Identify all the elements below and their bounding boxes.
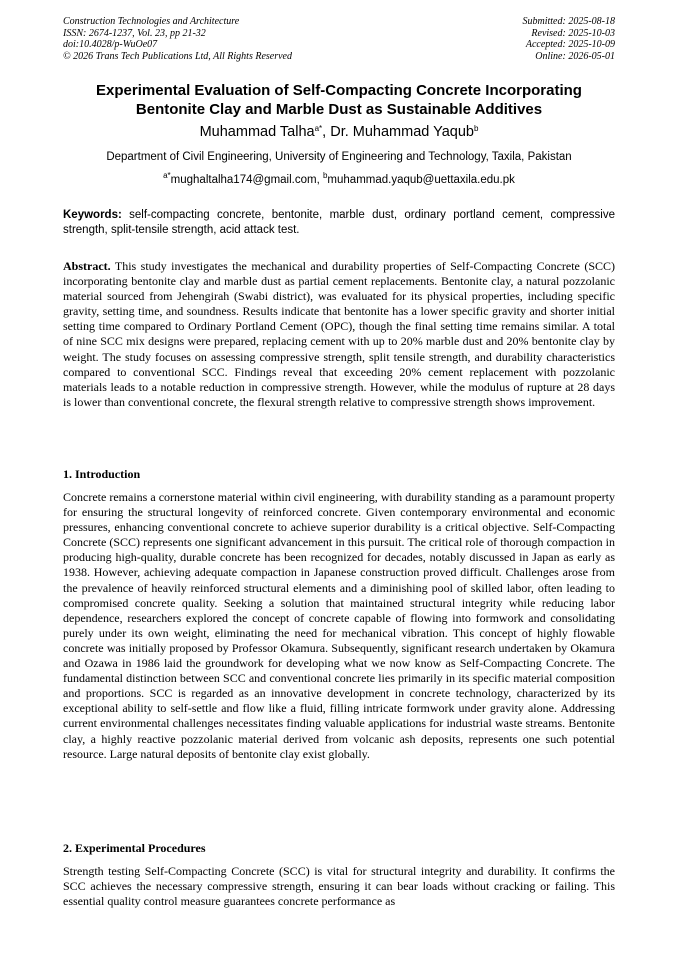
author-name: Muhammad Talha <box>199 124 315 140</box>
procedures-paragraph: Strength testing Self-Compacting Concrete (SCC) is vital for structural integrity and durability. It confirms the SCC achieves the necessary compressive strength, ensuring it can bear loads without cracking or failing. This essential quality control measure guarantees concrete performance as <box>63 864 615 909</box>
submission-dates <box>523 16 616 62</box>
revised-date: Revised: 2025-10-03 <box>531 27 615 39</box>
author-emails <box>63 173 615 187</box>
author-list <box>63 123 615 141</box>
abstract-label: Abstract. <box>63 259 111 273</box>
keywords-paragraph <box>63 208 615 237</box>
author-name: Dr. Muhammad Yaqub <box>330 124 474 140</box>
email-link[interactable]: mughaltalha174@gmail.com <box>170 174 317 186</box>
journal-info <box>63 16 292 62</box>
paper-title: Experimental Evaluation of Self-Compacting Concrete Incorporating Bentonite Clay and Marble Dust as Sustainable Additives <box>96 82 582 118</box>
email-marker: a* <box>163 171 171 180</box>
accepted-date: Accepted: 2025-10-09 <box>525 39 615 51</box>
author-affiliation: Department of Civil Engineering, University of Engineering and Technology, Taxila, Pakistan <box>106 151 572 163</box>
author-affiliation-marker: a* <box>314 124 323 133</box>
submitted-date: Submitted: 2025-08-18 <box>522 16 615 27</box>
copyright-notice: © 2026 Trans Tech Publications Ltd, All Rights Reserved <box>63 50 292 62</box>
section-heading: 1. Introduction <box>63 467 141 481</box>
introduction-paragraph: Concrete remains a cornerstone material within civil engineering, with durability standing as a paramount property for ensuring the structural longevity of reinforced concrete. Given contemporary environmental and economic pressures, enhancing conventional concrete to achieve superior durability is a critical objective. Self-Compacting Concrete (SCC) represents one significant advancement in this pursuit. The critical role of thorough compaction in producing high-quality, durable concrete has been recognized for decades, notably discussed in Japan as early as 1938. However, achieving adequate compaction in Japanese construction proved difficult. Challenges arose from the prevalence of heavily reinforced structural elements and a diminishing pool of skilled labor, often leading to compromised concrete quality. Seeking a solution that maintained structural integrity while reducing labor dependence, researchers explored the concept of concrete capable of flowing into formwork and consolidating purely under its own weight, eliminating the need for mechanical vibration. This concept of highly flowable concrete was initially proposed by Professor Okamura. Subsequently, significant research undertaken by Okamura and Ozawa in 1986 laid the groundwork for developing what we now know as Self-Compacting Concrete. The fundamental distinction between SCC and conventional concrete lies primarily in its specific material composition and proportions. SCC is regarded as an innovative development in concrete technology, characterized by its exceptional ability to self-settle and flow like a fluid, filling intricate formwork under gravity alone. Addressing current environmental challenges necessitates finding valuable applications for industrial waste streams. Bentonite clay, a highly reactive pozzolanic material derived from volcanic ash deposits, represents one such potential resource. Large natural deposits of bentonite clay exist globally. <box>63 490 615 761</box>
online-date: Online: 2026-05-01 <box>535 50 615 62</box>
abstract-text: This study investigates the mechanical and durability properties of Self-Compacting Concrete (SCC) incorporating bentonite clay and marble dust as partial cement replacements. Bentonite clay, a natural pozzolanic material sourced from Jehengirah (Swabi district), was evaluated for its physical properties, including specific gravity, setting time, and soundness. Results indicate that bentonite has a lower specific gravity and shorter initial setting time compared to Ordinary Portland Cement (OPC), though the final setting time remains similar. A total of nine SCC mix designs were prepared, replacing cement with up to 20% marble dust and 20% bentonite clay by weight. The study focuses on assessing compressive strength, split tensile strength, and durability characteristics compared to conventional SCC. Findings reveal that exceeding 20% cement replacement with pozzolanic materials leads to a notable reduction in compressive strength. However, while the modulus of rupture at 28 days is lower than conventional concrete, the flexural strength relative to compressive strength shows improvement. <box>63 259 615 409</box>
keywords-text: self-compacting concrete, bentonite, marble dust, ordinary portland cement, compressive strength, split-tensile strength, acid attack test. <box>63 209 615 236</box>
email-marker: b <box>322 171 328 180</box>
section-heading: 2. Experimental Procedures <box>63 841 206 855</box>
abstract-paragraph <box>63 259 615 410</box>
author-affiliation-marker: b <box>473 124 479 133</box>
email-link[interactable]: muhammad.yaqub@uettaxila.edu.pk <box>327 174 515 186</box>
email-separator: , <box>316 174 323 186</box>
journal-name: Construction Technologies and Architecture <box>63 16 240 27</box>
author-separator: , <box>322 124 331 140</box>
journal-issn: ISSN: 2674-1237, Vol. 23, pp 21-32 <box>63 27 206 39</box>
journal-doi: doi:10.4028/p-WuOe07 <box>63 39 158 51</box>
keywords-label: Keywords: <box>63 209 122 221</box>
